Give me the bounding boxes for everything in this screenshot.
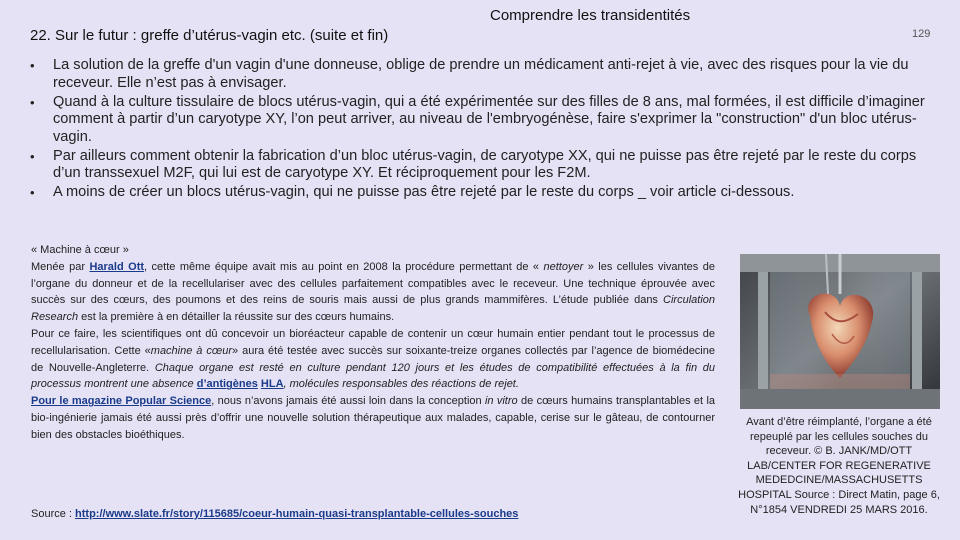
article-paragraph-3: Pour le magazine Popular Science, nous n’avons jamais été aussi loin dans la conception in vitro de cœurs humains transplantables et la bio-ingénierie jamais été aussi près d’offrir une nouvelle solution thérapeutique aux malades, capable, cerise sur le gâteau, de contourner bien des obstacles bioéthiques. <box>31 395 716 441</box>
article-paragraph-2: Pour ce faire, les scientifiques ont dû concevoir un bioréacteur capable de contenir un cœur humain entier pendant tout le processus de recellularisation. Cette «machine à cœur» aura été testée avec succès sur soixante-treize organes collectés par l’agence de biomédecine de Nouvelle-Angleterre. Chaque organe est resté en culture pendant 120 jours et les études de compatibilité effectuées à la fin du processus montrent une absence d’antigènes HLA, molécules responsables des réactions de rejet. <box>31 327 715 391</box>
article-heading: « Machine à cœur » <box>31 244 129 256</box>
bullet-icon: • <box>30 94 35 110</box>
bullet-icon: • <box>30 58 35 73</box>
article-paragraph-1: Menée par Harald Ott, cette même équipe avait mis au point en 2008 la procédure permettant de « nettoyer » les cellules vivantes de l’organe du donneur et de la recellulariser avec des cellules parfaitement compatibles avec le receveur. Une technique éprouvée avec succès sur des cœurs, des poumons et des reins de souris mais aussi de plus grands mammifères. L’étude publiée dans Circulation Research est la première à en détailler la réussite sur des cœurs humains. <box>31 260 715 324</box>
bullet-list <box>30 57 935 203</box>
antigenes-link[interactable]: d’antigènes <box>196 378 258 391</box>
harald-ott-link[interactable]: Harald Ott <box>89 260 145 273</box>
heart-bioreactor-image <box>740 254 940 409</box>
bullet-item: • Par ailleurs comment obtenir la fabrication d’un bloc utérus-vagin, de caryotype XX, qui ne puisse pas être rejeté par le reste du corps d’un transsexuel M2F, qui lui est de caryotype XY. Et réciproquement pour les F2M. <box>30 147 917 181</box>
page-number: 129 <box>912 28 931 40</box>
source-url-link[interactable]: http://www.slate.fr/story/115685/coeur-humain-quasi-transplantable-cellules-souches <box>75 508 519 520</box>
bullet-icon: • <box>30 185 35 200</box>
hla-link[interactable]: HLA <box>260 378 284 391</box>
bullet-item: • Quand à la culture tissulaire de blocs utérus-vagin, qui a été expérimentée sur des filles de 8 ans, mal formées, il est difficile d’imaginer comment à partir d’un caryotype XY, l’on peut arriver, au niveau de l'embryogénèse, faire s'exprimer la "construction" d'un bloc utérus-vagin. <box>30 93 925 145</box>
article-excerpt <box>31 242 715 444</box>
photo-caption: Avant d’être réimplanté, l’organe a été repeuplé par les cellules souches du receveur. © B. JANK/MD/OTT LAB/CENTER FOR REGENERATIVE MEDEDCINE/MASSACHUSETTS HOSPITAL Source : Direct Matin, page 6, N°1854 VENDREDI 25 MARS 2016. <box>738 416 940 516</box>
heart-bioreactor-photo <box>740 254 940 409</box>
bullet-icon: • <box>30 148 35 164</box>
popular-science-link[interactable]: Pour le magazine Popular Science <box>31 395 212 408</box>
bullet-item: • La solution de la greffe d'un vagin d'une donneuse, oblige de prendre un médicament anti-rejet à vie, avec des risques pour la vie du receveur. Elle n’est pas à envisager. <box>30 57 909 91</box>
header-center-title: Comprendre les transidentités <box>490 7 691 24</box>
source-line: Source : http://www.slate.fr/story/115685/coeur-humain-quasi-transplantable-cellules-souches <box>31 508 519 520</box>
slide-title: 22. Sur le futur : greffe d’utérus-vagin etc. (suite et fin) <box>30 27 389 44</box>
bullet-item: • A moins de créer un blocs utérus-vagin, qui ne puisse pas être rejeté par le reste du corps _ voir article ci-dessous. <box>30 184 795 200</box>
